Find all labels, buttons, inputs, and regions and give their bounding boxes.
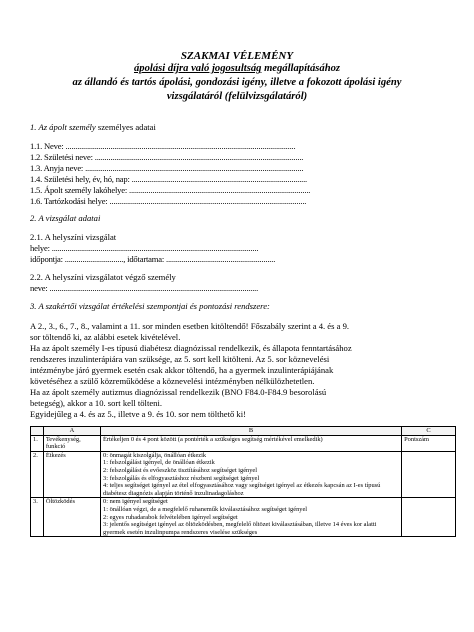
instruction-line: intézménybe járó gyermek esetén csak akkor töltendő, ha a gyermek inzulinterápiájának bbox=[30, 365, 334, 375]
row-number: 2. bbox=[31, 451, 44, 498]
criteria-item: 1: önállóan végzi, de a megfelelő ruhaneműk kiválasztásához segítséget igényel bbox=[103, 505, 308, 513]
row-number: 1. bbox=[31, 435, 44, 451]
subtitle-line-2: az állandó és tartós ápolási, gondozási igény, illetve a fokozott ápolási igény bbox=[72, 77, 402, 88]
instruction-line: Ha az ápolt személy I-es típusú diabétesz diagnózissal rendelkezik, és állapota fenntartásához bbox=[30, 343, 352, 353]
table-row bbox=[31, 451, 456, 498]
activity-cell: Étkezés bbox=[43, 451, 100, 498]
instruction-line: A 2., 3., 6., 7., 8., valamint a 11. sor minden esetben kitöltendő! Főszabály szerint a 4. és a 9. bbox=[30, 321, 350, 331]
activity-cell: Öltözködés bbox=[43, 498, 100, 537]
field-birth-name[interactable]: 1.2. Születési neve: ........................................................................................................... bbox=[30, 152, 304, 162]
score-header-cell: Pontszám bbox=[402, 435, 456, 451]
criteria-cell: Értékeljen 0 és 4 pont között (a pontérték a szükséges segítség mértékével emelkedik) bbox=[101, 435, 402, 451]
criteria-cell bbox=[101, 498, 402, 537]
field-birth-place-date[interactable]: 1.4. Születési hely, év, hó, nap: .......................................................................................... bbox=[30, 174, 307, 184]
row-number: 3. bbox=[31, 498, 44, 537]
activity-cell: Tevékenység, funkció bbox=[43, 435, 100, 451]
criteria-item: 0: nem igényel segítséget bbox=[103, 498, 168, 506]
score-input-cell[interactable] bbox=[402, 451, 456, 498]
criteria-item: 3: jelentős segítséget igényel az öltözködésben, megfelelő öltözet kiválasztásában, illetve 14 éves kor alatti gyermek esetén inzulinpumpa rendszeres viselése szükséges bbox=[103, 521, 377, 536]
criteria-item: 0: önmagát kiszolgálja, önállóan étkezik bbox=[103, 451, 207, 459]
criteria-item: 1: felszolgálást igényel, de önállóan étkezik bbox=[103, 459, 215, 467]
instruction-line: követéséhez a szülő közreműködése a köznevelési intézményben nélkülözhetetlen. bbox=[30, 376, 315, 386]
table-header-cell: C bbox=[402, 427, 456, 436]
subsection-2-1: 2.1. A helyszíni vizsgálat bbox=[30, 232, 117, 242]
instruction-line: Ha az ápolt személy autizmus diagnózissal rendelkezik (BNO F84.0-F84.9 besorolású bbox=[30, 387, 327, 397]
subtitle-line-3: vizsgálatáról (felülvizsgálatáról) bbox=[166, 91, 308, 102]
score-input-cell[interactable] bbox=[402, 498, 456, 537]
field-exam-time[interactable]: időpontja: .............................., időtartama: ........................................................ bbox=[30, 254, 276, 264]
table-header-cell bbox=[31, 427, 44, 436]
instruction-line: rendszeres inzulinterápiára van szüksége, az 5. sort kell kitölteni. Az 5. sor köznevelési bbox=[30, 354, 330, 364]
subtitle-line-1 bbox=[0, 62, 474, 76]
section-3-heading: 3. A szakértői vizsgálat értékelési szempontjai és pontozási rendszere: bbox=[30, 301, 270, 311]
document-title: SZAKMAI VÉLEMÉNY bbox=[180, 50, 294, 62]
instruction-line: betegség), akkor a 10. sort kell tölteni. bbox=[30, 398, 162, 408]
field-examiner-name[interactable]: neve: ........................................................................................................... bbox=[30, 283, 259, 293]
field-name[interactable]: 1.1. Neve: ...................................................................................................................... bbox=[30, 141, 296, 151]
criteria-item: 4: teljes segítséget igényel az étel elfogyasztásához vagy segítséget igényel az étkezés kapcsán az I-es típusú diabétesz diagnózis alapján történő inzulinadagoláshoz bbox=[103, 482, 381, 497]
field-exam-place[interactable]: helye: .......................................................................................................... bbox=[30, 243, 259, 253]
table-header-cell: A bbox=[43, 427, 100, 436]
subtitle-rest: megállapításához bbox=[261, 63, 341, 74]
table-row bbox=[31, 498, 456, 537]
criteria-item: 3: felszolgálás és elfogyasztáshoz részbeni segítséget igényel bbox=[103, 474, 260, 482]
subtitle-underlined: ápolási díjra való jogosultság bbox=[133, 63, 262, 74]
section-2-heading: 2. A vizsgálat adatai bbox=[30, 213, 101, 223]
subsection-2-2: 2.2. A helyszíni vizsgálatot végző személy bbox=[30, 272, 176, 282]
criteria-item: 2: egyes ruhadarabok felvételében igényel segítséget bbox=[103, 513, 238, 521]
scoring-table bbox=[30, 426, 456, 537]
instruction-line: sor töltendő ki, az alábbi esetek kivételével. bbox=[30, 332, 181, 342]
field-mother-name[interactable]: 1.3. Anyja neve: ................................................................................................................ bbox=[30, 163, 304, 173]
instruction-line: Egyidejűleg a 4. és az 5., illetve a 9. és 10. sor nem tölthető ki! bbox=[30, 409, 246, 419]
field-residence[interactable]: 1.5. Ápolt személy lakóhelye: ............................................................................................. bbox=[30, 185, 311, 195]
field-stay-address[interactable]: 1.6. Tartózkodási helye: ..................................................................................................... bbox=[30, 196, 307, 206]
table-header-row bbox=[31, 427, 456, 436]
section-1-heading: 1. Az ápolt személy személyes adatai bbox=[30, 122, 156, 132]
table-row bbox=[31, 435, 456, 451]
criteria-item: 2: felszolgálást és evőeszköz tisztításához segítséget igényel bbox=[103, 466, 258, 474]
table-header-cell: B bbox=[101, 427, 402, 436]
criteria-cell bbox=[101, 451, 402, 498]
